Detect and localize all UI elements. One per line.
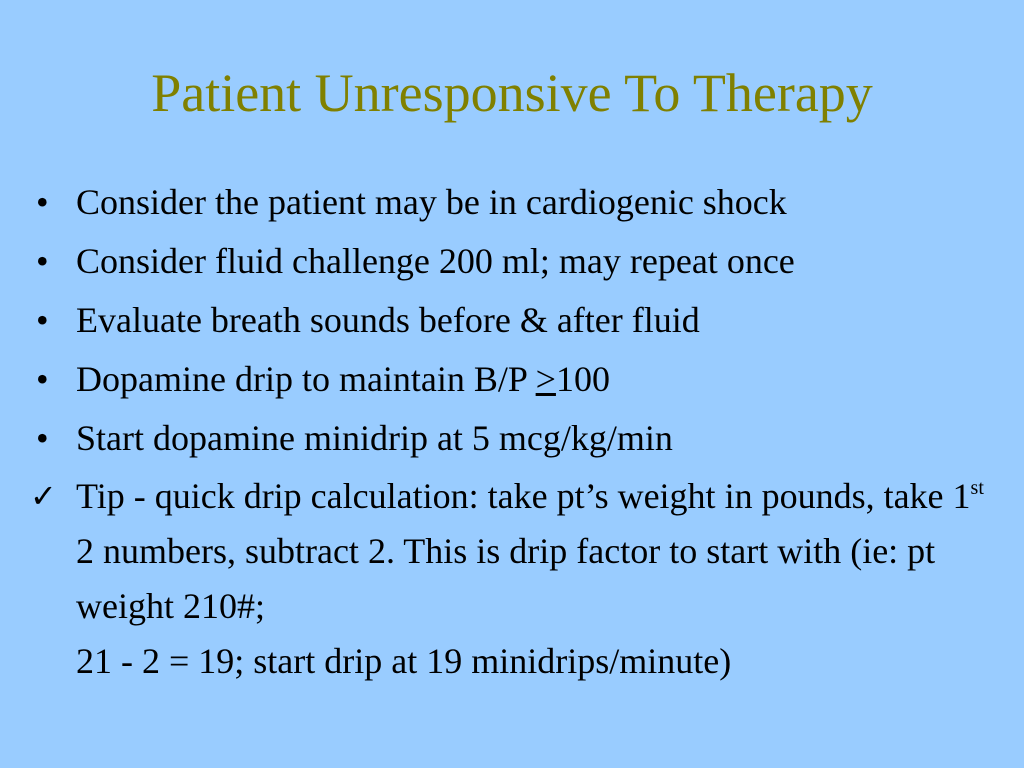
checkmark-icon: ✓: [30, 477, 57, 515]
slide-title: Patient Unresponsive To Therapy: [151, 63, 873, 123]
bullet-text: Consider fluid challenge 200 ml; may repeat once: [76, 241, 795, 281]
tip-item: [30, 469, 1010, 689]
tip-calculation-line: 21 - 2 = 19; start drip at 19 minidrips/minute): [76, 641, 732, 681]
bullet-list: [30, 178, 1010, 700]
bullet-text: Evaluate breath sounds before & after fluid: [76, 300, 700, 340]
blood-pressure-value: 100: [555, 359, 610, 399]
bullet-item: [30, 355, 1010, 403]
tip-text: [76, 469, 1010, 689]
bullet-text: Consider the patient may be in cardiogenic shock: [76, 182, 787, 222]
bullet-marker: •: [36, 418, 49, 458]
bullet-text: Start dopamine minidrip at 5 mcg/kg/min: [76, 418, 673, 458]
bullet-marker: •: [36, 182, 49, 222]
greater-equal-symbol: >: [535, 359, 556, 399]
bullet-item: [30, 414, 1010, 462]
tip-part-1: Tip - quick drip calculation: take pt’s weight in pounds, take 1: [76, 476, 971, 516]
tip-part-2: 2 numbers, subtract 2. This is drip factor to start with (ie: pt weight 210#;: [76, 531, 936, 626]
bullet-item: [30, 237, 1010, 285]
bullet-text-dopamine: [76, 355, 1010, 403]
bullet-item: [30, 178, 1010, 226]
bullet-item: [30, 296, 1010, 344]
bullet-marker: •: [36, 359, 49, 399]
bullet-marker: •: [36, 241, 49, 281]
tip-superscript: st: [970, 477, 984, 499]
bullet-marker: •: [36, 300, 49, 340]
dopamine-text: Dopamine drip to maintain B/P: [76, 359, 536, 399]
